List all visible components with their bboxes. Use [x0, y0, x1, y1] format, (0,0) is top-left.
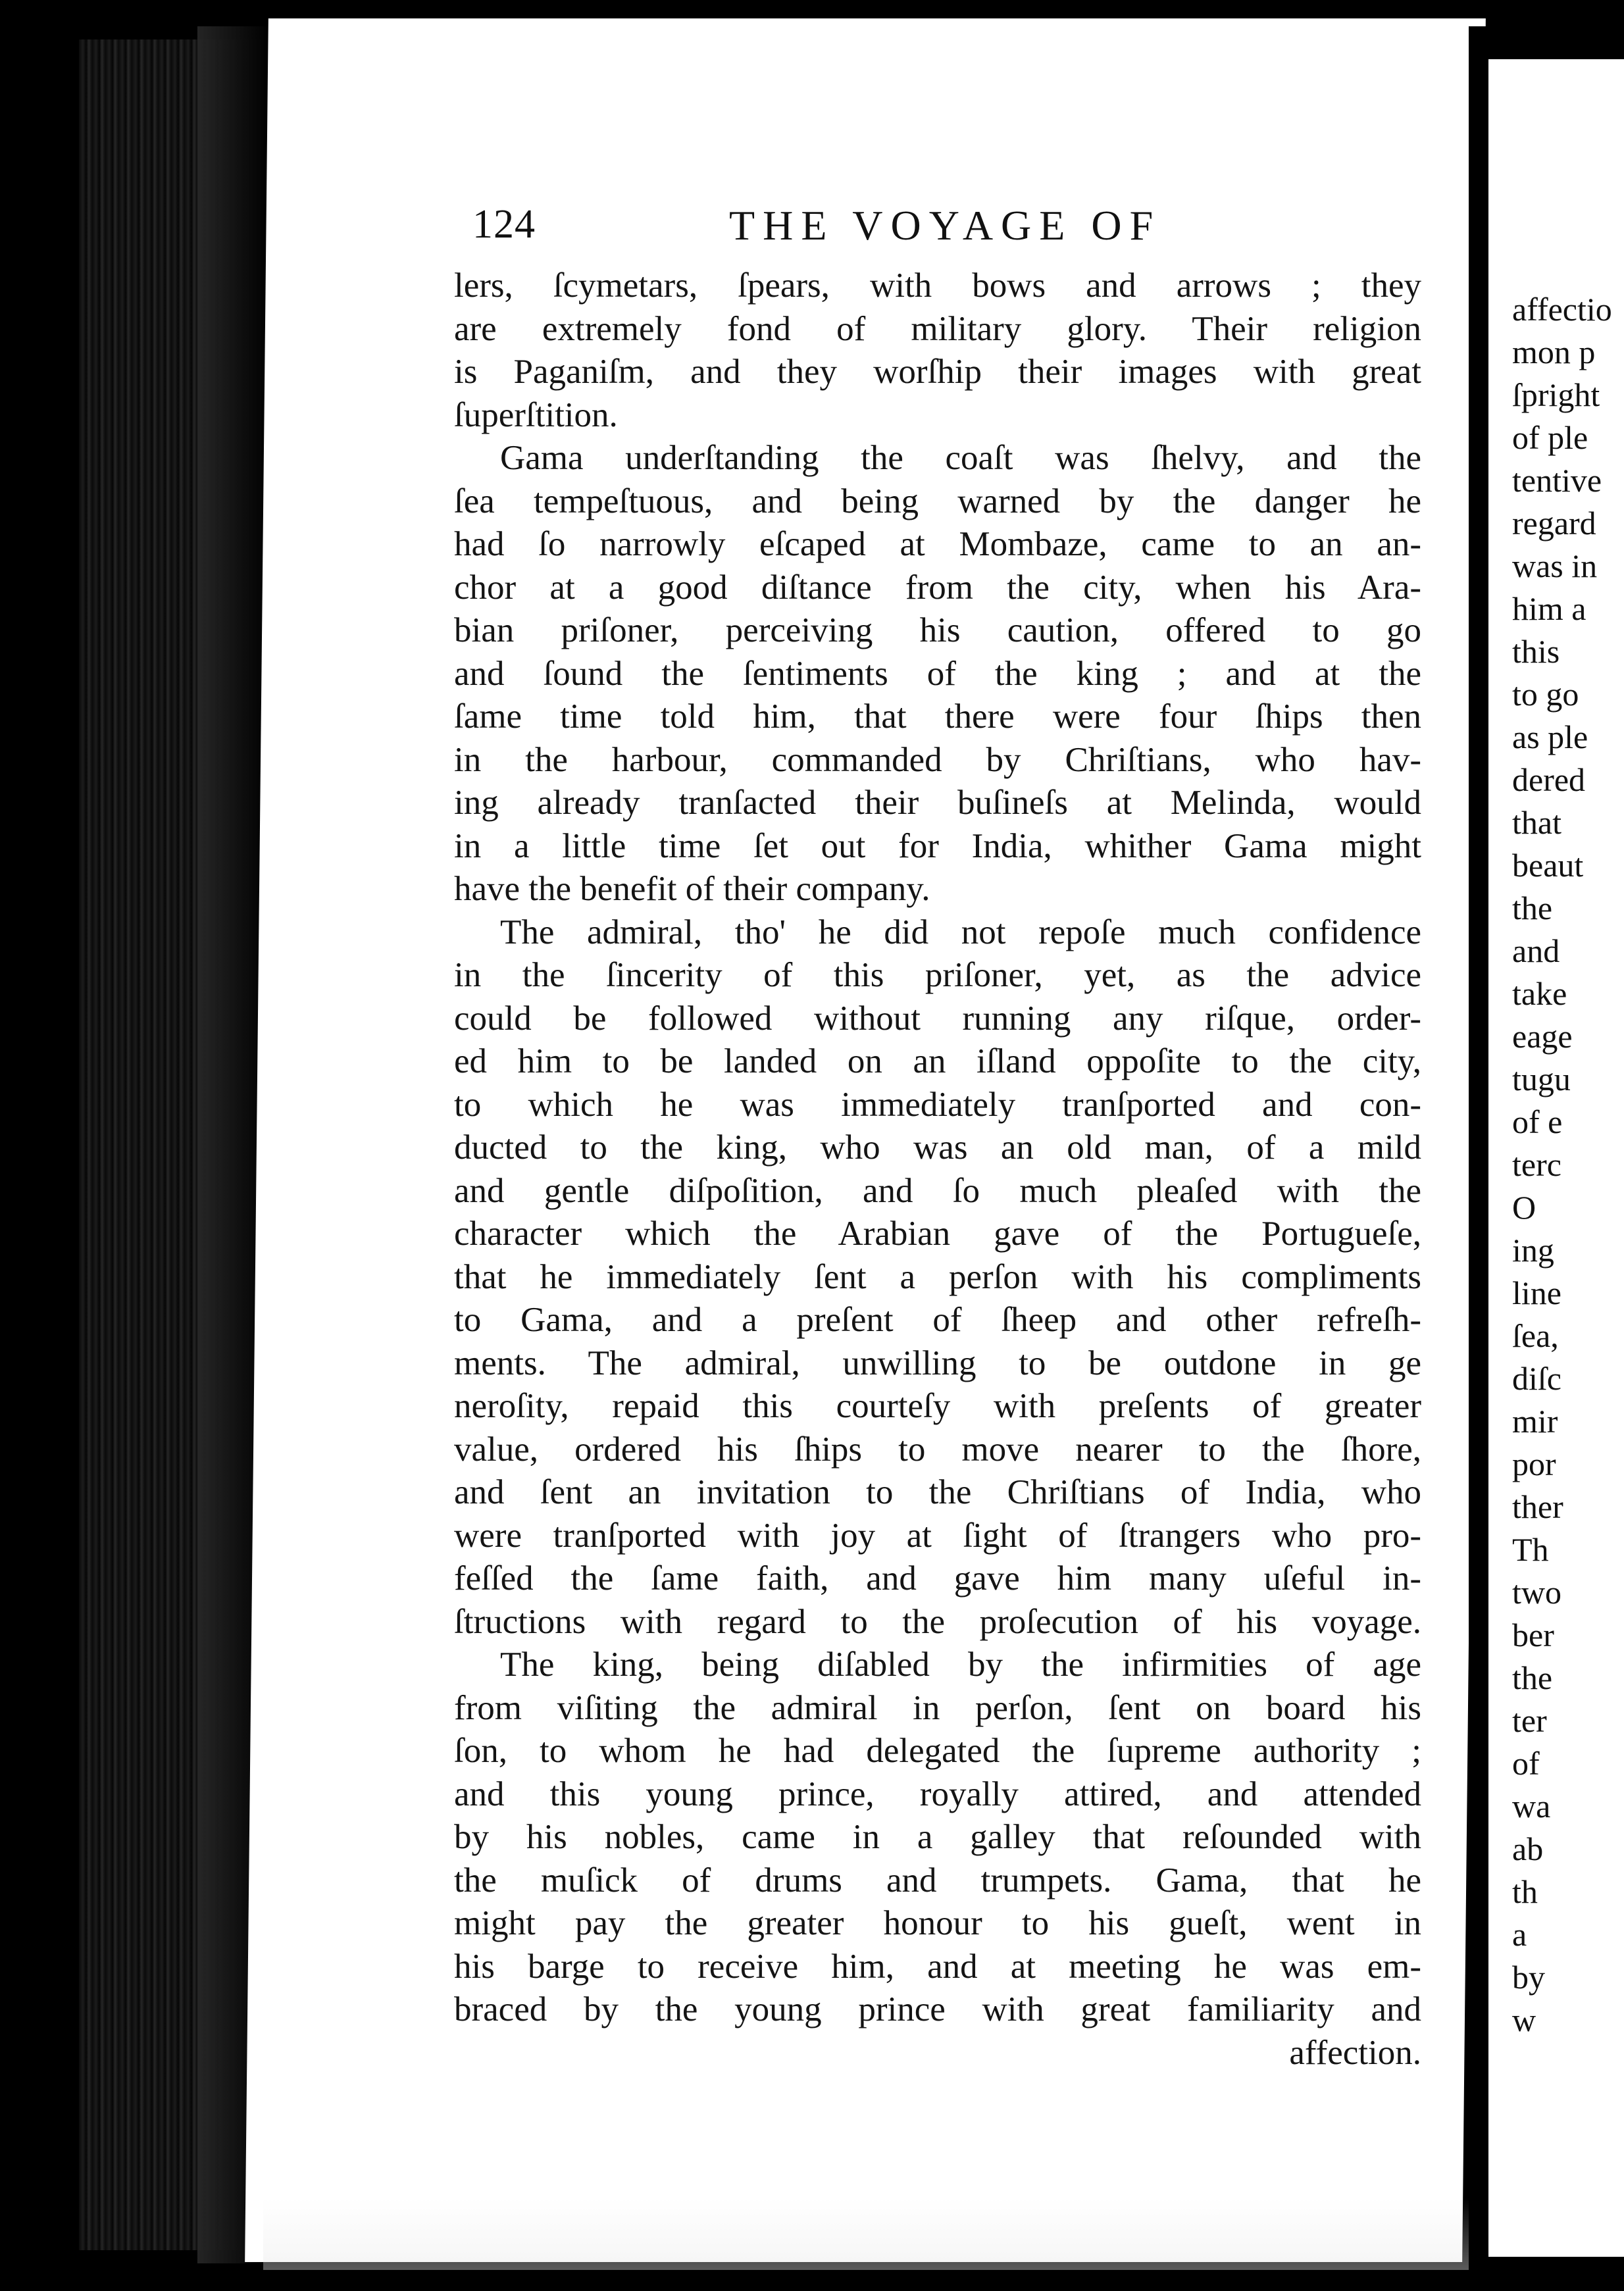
page-bottom-shadow: [263, 2198, 1474, 2270]
next-page-line: mir: [1512, 1403, 1558, 1440]
text-line: chor at a good diſtance from the city, when his Ara-: [454, 568, 1421, 607]
text-line: ing already tranſacted their buſineſs at Melinda, would: [454, 784, 1421, 822]
next-page-line: tentive: [1512, 462, 1602, 499]
text-line: ſtructions with regard to the proſecution of his voyage.: [454, 1602, 1421, 1641]
next-page-line: mon p: [1512, 334, 1596, 370]
running-head: THE VOYAGE OF: [729, 202, 1161, 249]
next-page-line: ter: [1512, 1702, 1547, 1739]
text-line: ducted to the king, who was an old man, of a mild: [454, 1128, 1421, 1167]
catchword: affection.: [1289, 2033, 1421, 2072]
next-page-line: beaut: [1512, 847, 1584, 884]
text-line: are extremely fond of military glory. Their religion: [454, 309, 1421, 348]
next-page-line: this: [1512, 633, 1560, 670]
text-line: in the ſincerity of this priſoner, yet, as the advice: [454, 956, 1421, 994]
text-line: ſon, to whom he had delegated the ſupreme authority ;: [454, 1732, 1421, 1770]
next-page-line: of: [1512, 1745, 1540, 1782]
next-page-edge: [1488, 59, 1624, 2257]
text-line: lers, ſcymetars, ſpears, with bows and arrows ; they: [454, 266, 1421, 305]
next-page-line: ther: [1512, 1488, 1563, 1525]
next-page-line: ab: [1512, 1830, 1544, 1867]
next-page-line: ing: [1512, 1232, 1554, 1269]
next-page-line: por: [1512, 1446, 1556, 1482]
text-line: and this young prince, royally attired, and attended: [454, 1775, 1421, 1813]
next-page-line: take: [1512, 975, 1567, 1012]
text-line: character which the Arabian gave of the Portugueſe,: [454, 1215, 1421, 1253]
next-page-line: him a: [1512, 590, 1586, 627]
page-header: [472, 201, 1423, 254]
next-page-line: O: [1512, 1189, 1536, 1226]
text-line: were tranſported with joy at ſight of ſtrangers who pro-: [454, 1516, 1421, 1555]
text-line: and ſound the ſentiments of the king ; and at the: [454, 654, 1421, 693]
text-line: braced by the young prince with great familiarity and: [454, 1990, 1421, 2028]
next-page-line: Th: [1512, 1531, 1549, 1568]
text-line: in a little time ſet out for India, whither Gama might: [454, 826, 1421, 865]
text-line: neroſity, repaid this courteſy with preſents of greater: [454, 1387, 1421, 1425]
text-line: the muſick of drums and trumpets. Gama, that he: [454, 1861, 1421, 1900]
next-page-line: eage: [1512, 1018, 1573, 1055]
next-page-line: to go: [1512, 676, 1579, 713]
text-line: his barge to receive him, and at meeting he was em-: [454, 1947, 1421, 1986]
paragraph-start-line: Gama underſtanding the coaſt was ſhelvy, and the: [500, 439, 1421, 477]
next-page-line: a: [1512, 1916, 1527, 1953]
next-page-line: by: [1512, 1959, 1545, 1996]
next-page-line: that: [1512, 804, 1561, 841]
next-page-line: w: [1512, 2001, 1536, 2038]
next-page-line: affectio: [1512, 291, 1612, 328]
next-page-line: dered: [1512, 761, 1586, 798]
next-page-line: ſea,: [1512, 1317, 1559, 1354]
text-line: ſuperſtition.: [454, 395, 618, 434]
next-page-line: regard: [1512, 505, 1596, 541]
text-line: bian priſoner, perceiving his caution, offered to go: [454, 611, 1421, 649]
next-page-line: tugu: [1512, 1061, 1571, 1097]
text-line: ſame time told him, that there were four ſhips then: [454, 697, 1421, 736]
text-line: ſea tempeſtuous, and being warned by the danger he: [454, 482, 1421, 520]
text-line: ed him to be landed on an iſland oppoſite to the city,: [454, 1042, 1421, 1080]
text-line: is Paganiſm, and they worſhip their images with great: [454, 353, 1421, 391]
text-line: to which he was immediately tranſported and con-: [454, 1085, 1421, 1124]
text-line: feſſed the ſame faith, and gave him many uſeful in-: [454, 1559, 1421, 1598]
next-page-line: line: [1512, 1274, 1561, 1311]
body-text: [454, 264, 1421, 2075]
next-page-line: the: [1512, 890, 1553, 926]
text-line: to Gama, and a preſent of ſheep and other refreſh-: [454, 1301, 1421, 1339]
text-line: and gentle diſpoſition, and ſo much pleaſed with the: [454, 1171, 1421, 1210]
page-number: 124: [472, 202, 536, 247]
text-line: from viſiting the admiral in perſon, ſent on board his: [454, 1688, 1421, 1727]
text-line: could be followed without running any riſque, order-: [454, 999, 1421, 1038]
text-line: have the benefit of their company.: [454, 870, 930, 908]
paragraph-start-line: The admiral, tho' he did not repoſe much confidence: [500, 913, 1421, 951]
next-page-line: wa: [1512, 1788, 1551, 1825]
next-page-line: of ple: [1512, 419, 1588, 456]
text-line: value, ordered his ſhips to move nearer to the ſhore,: [454, 1430, 1421, 1469]
text-line: had ſo narrowly eſcaped at Mombaze, came to an an-: [454, 525, 1421, 563]
next-page-line: of e: [1512, 1103, 1563, 1140]
text-line: in the harbour, commanded by Chriſtians, who hav-: [454, 740, 1421, 779]
text-line: and ſent an invitation to the Chriſtians of India, who: [454, 1473, 1421, 1511]
next-page-line: ſpright: [1512, 376, 1600, 413]
text-line: ments. The admiral, unwilling to be outdone in ge: [454, 1344, 1421, 1382]
next-page-line: diſc: [1512, 1360, 1561, 1397]
text-line: by his nobles, came in a galley that reſounded with: [454, 1818, 1421, 1856]
next-page-line: as ple: [1512, 718, 1588, 755]
next-page-line: two: [1512, 1574, 1561, 1611]
text-line: that he immediately ſent a perſon with his compliments: [454, 1257, 1421, 1296]
next-page-line: ber: [1512, 1617, 1554, 1653]
next-page-line: was in: [1512, 547, 1598, 584]
text-line: might pay the greater honour to his gueſt, went in: [454, 1904, 1421, 1942]
next-page-line: the: [1512, 1659, 1553, 1696]
next-page-line: terc: [1512, 1146, 1561, 1183]
next-page-line: and: [1512, 932, 1560, 969]
paragraph-start-line: The king, being diſabled by the infirmities of age: [500, 1646, 1421, 1684]
next-page-line: th: [1512, 1873, 1538, 1910]
